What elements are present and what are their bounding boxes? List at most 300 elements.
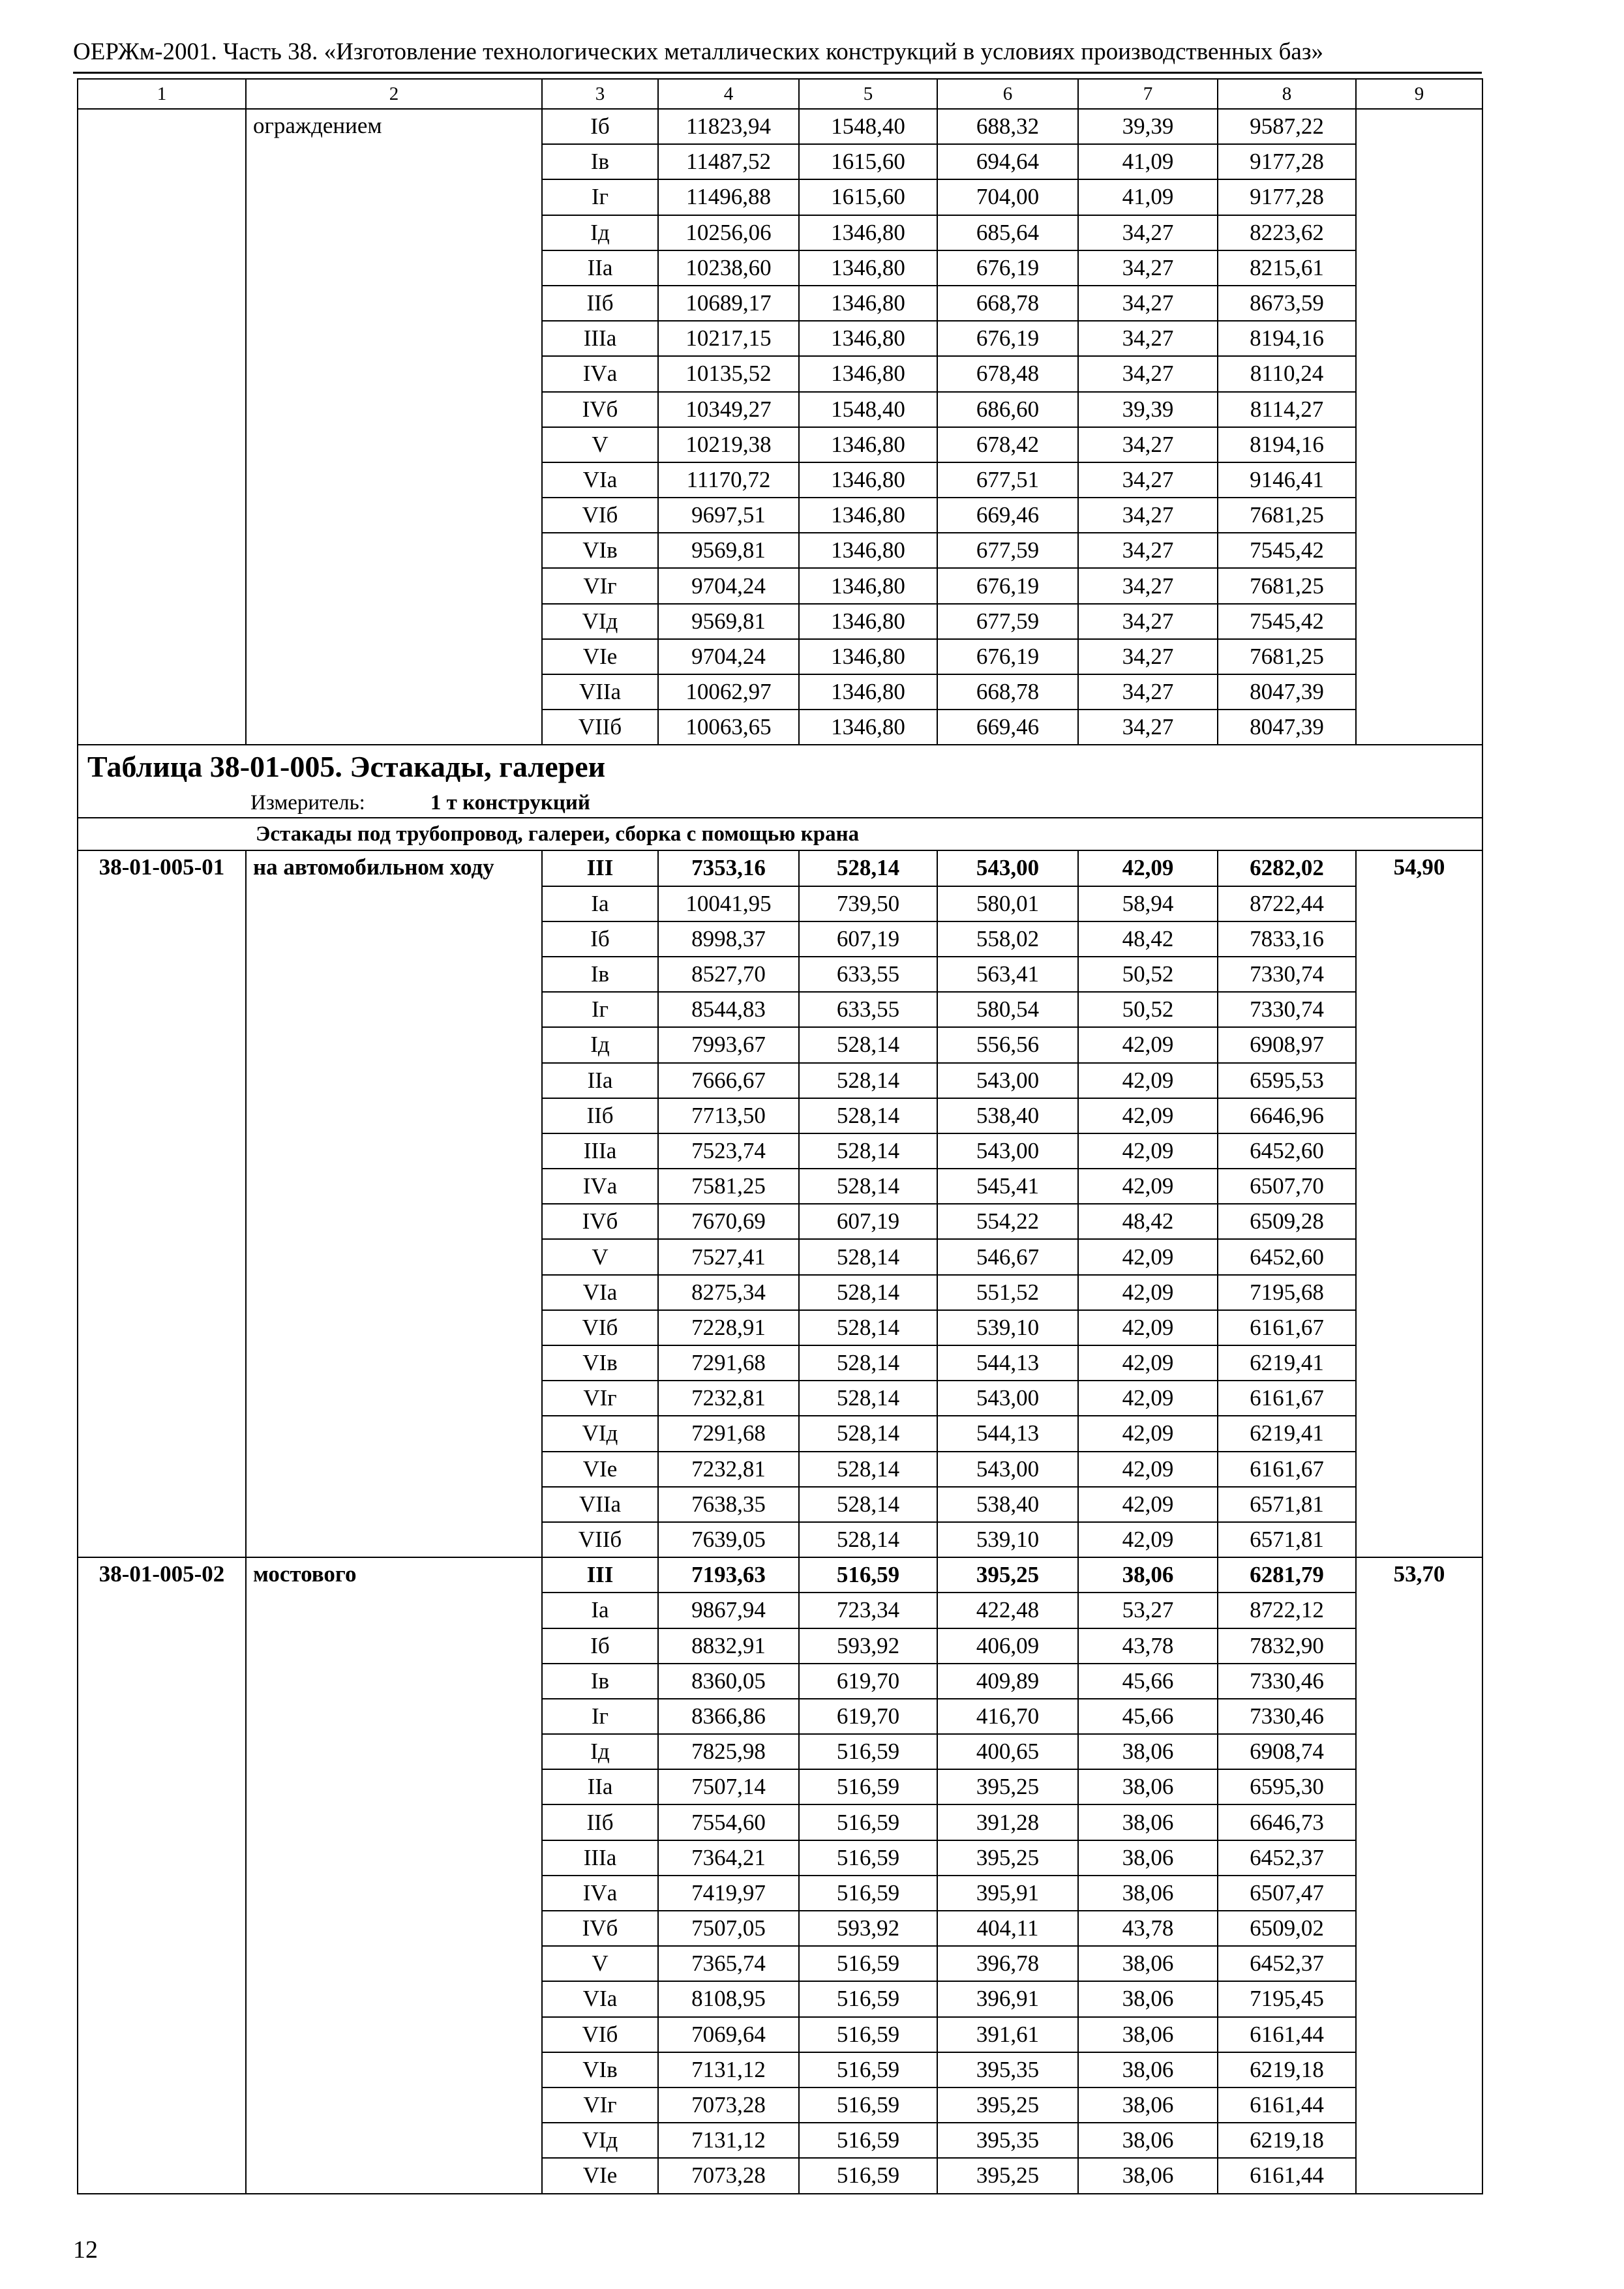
value-cell: 396,91 [937,1981,1078,2016]
value-cell: 6219,18 [1218,2123,1356,2158]
value-cell: 7364,21 [658,1840,799,1876]
value-cell: 10689,17 [658,286,799,321]
value-cell: 38,06 [1078,2158,1218,2193]
value-cell: 42,09 [1078,1522,1218,1557]
value-cell: 9587,22 [1218,109,1356,144]
value-cell: 528,14 [799,1133,937,1169]
value-cell: 6908,74 [1218,1734,1356,1769]
value-cell: 1346,80 [799,533,937,568]
value-cell: 8114,27 [1218,392,1356,427]
value-cell: 34,27 [1078,604,1218,639]
value-cell: 7073,28 [658,2158,799,2193]
value-cell: 42,09 [1078,1381,1218,1416]
value-cell: 1346,80 [799,321,937,356]
table-row [78,109,1482,144]
value-cell: 1346,80 [799,427,937,462]
unit-value: 1 т конструкций [430,791,590,815]
value-cell: 607,19 [799,921,937,957]
zone-cell: VIб [542,1310,658,1345]
value-cell: 38,06 [1078,2052,1218,2087]
zone-cell: VIа [542,1275,658,1310]
value-cell: 6507,47 [1218,1876,1356,1911]
zone-cell: IVб [542,392,658,427]
value-cell: 516,59 [799,2017,937,2052]
item-description-cell: на автомобильном ходу [246,850,542,1557]
value-cell: 395,35 [937,2052,1078,2087]
value-cell: 10041,95 [658,886,799,921]
value-cell: 8110,24 [1218,356,1356,391]
value-cell: 10219,38 [658,427,799,462]
value-cell: 7507,14 [658,1769,799,1804]
zone-cell: Iв [542,1664,658,1699]
table-row [78,850,1482,886]
value-cell: 7232,81 [658,1381,799,1416]
value-cell: 516,59 [799,1804,937,1840]
column-number: 9 [1356,79,1482,109]
value-cell: 38,06 [1078,1804,1218,1840]
value-cell: 7419,97 [658,1876,799,1911]
value-cell: 58,94 [1078,886,1218,921]
zone-cell: Iа [542,1593,658,1628]
value-cell: 677,59 [937,533,1078,568]
value-cell: 409,89 [937,1664,1078,1699]
value-cell: 6282,02 [1218,850,1356,886]
value-cell: 42,09 [1078,1487,1218,1522]
value-cell: 8047,39 [1218,674,1356,710]
value-cell: 8998,37 [658,921,799,957]
value-cell: 676,19 [937,321,1078,356]
value-cell: 9697,51 [658,498,799,533]
value-cell: 544,13 [937,1345,1078,1381]
value-cell: 43,78 [1078,1911,1218,1946]
value-cell: 538,40 [937,1487,1078,1522]
value-cell: 6571,81 [1218,1487,1356,1522]
value-cell: 34,27 [1078,427,1218,462]
value-cell: 543,00 [937,1381,1078,1416]
value-cell: 516,59 [799,1769,937,1804]
value-cell: 10349,27 [658,392,799,427]
value-cell: 9569,81 [658,533,799,568]
zone-cell: IIб [542,1098,658,1133]
table-row [78,1557,1482,1593]
value-cell: 516,59 [799,2052,937,2087]
value-cell: 528,14 [799,1169,937,1204]
value-cell: 41,09 [1078,179,1218,215]
value-cell: 1346,80 [799,462,937,498]
value-cell: 396,78 [937,1946,1078,1981]
value-cell: 50,52 [1078,957,1218,992]
value-cell: 48,42 [1078,921,1218,957]
value-cell: 6161,67 [1218,1381,1356,1416]
value-cell: 676,19 [937,250,1078,286]
value-cell: 6509,02 [1218,1911,1356,1946]
value-cell: 43,78 [1078,1628,1218,1664]
value-cell: 10062,97 [658,674,799,710]
value-cell: 516,59 [799,1946,937,1981]
value-cell: 42,09 [1078,1239,1218,1274]
value-cell: 42,09 [1078,1098,1218,1133]
value-cell: 556,56 [937,1027,1078,1062]
value-cell: 6507,70 [1218,1169,1356,1204]
zone-cell: VIд [542,604,658,639]
value-cell: 7353,16 [658,850,799,886]
column-number: 8 [1218,79,1356,109]
value-cell: 395,25 [937,2087,1078,2123]
value-cell: 1346,80 [799,498,937,533]
value-cell: 6908,97 [1218,1027,1356,1062]
value-cell: 678,48 [937,356,1078,391]
value-cell: 668,78 [937,286,1078,321]
value-cell: 528,14 [799,850,937,886]
value-cell: 528,14 [799,1310,937,1345]
value-cell: 8673,59 [1218,286,1356,321]
value-cell: 7681,25 [1218,568,1356,603]
value-cell: 676,19 [937,568,1078,603]
zone-cell: VIа [542,1981,658,2016]
value-cell: 7330,46 [1218,1664,1356,1699]
zone-cell: V [542,1946,658,1981]
value-cell: 7365,74 [658,1946,799,1981]
zone-cell: VIIб [542,1522,658,1557]
value-cell: 633,55 [799,992,937,1027]
value-cell: 1615,60 [799,179,937,215]
value-cell: 580,01 [937,886,1078,921]
value-cell: 516,59 [799,2123,937,2158]
zone-cell: VIб [542,498,658,533]
value-cell: 7193,63 [658,1557,799,1593]
value-cell: 7507,05 [658,1911,799,1946]
value-cell: 6595,53 [1218,1063,1356,1098]
value-cell: 8223,62 [1218,215,1356,250]
value-cell: 39,39 [1078,392,1218,427]
value-cell: 580,54 [937,992,1078,1027]
value-cell: 7069,64 [658,2017,799,2052]
value-cell: 42,09 [1078,1416,1218,1451]
value-cell: 543,00 [937,1452,1078,1487]
value-cell: 9704,24 [658,639,799,674]
zone-cell: VIг [542,2087,658,2123]
item-code-cell [78,109,246,745]
zone-cell: IIIа [542,1840,658,1876]
value-cell: 7832,90 [1218,1628,1356,1664]
value-cell: 6219,18 [1218,2052,1356,2087]
value-cell: 48,42 [1078,1204,1218,1239]
price-table [77,78,1483,2194]
value-cell: 38,06 [1078,1981,1218,2016]
value-cell: 7228,91 [658,1310,799,1345]
value-cell: 6452,37 [1218,1840,1356,1876]
zone-cell: VIг [542,568,658,603]
value-cell: 416,70 [937,1699,1078,1734]
value-cell: 593,92 [799,1628,937,1664]
value-cell: 6509,28 [1218,1204,1356,1239]
value-cell: 395,25 [937,2158,1078,2193]
value-cell: 7638,35 [658,1487,799,1522]
column9-cell: 54,90 [1356,850,1482,1557]
item-code-cell: 38-01-005-01 [78,850,246,1557]
value-cell: 539,10 [937,1522,1078,1557]
value-cell: 6571,81 [1218,1522,1356,1557]
value-cell: 395,25 [937,1840,1078,1876]
value-cell: 7681,25 [1218,639,1356,674]
value-cell: 34,27 [1078,674,1218,710]
value-cell: 34,27 [1078,286,1218,321]
value-cell: 528,14 [799,1098,937,1133]
value-cell: 739,50 [799,886,937,921]
value-cell: 7833,16 [1218,921,1356,957]
value-cell: 42,09 [1078,850,1218,886]
value-cell: 528,14 [799,1063,937,1098]
value-cell: 7131,12 [658,2052,799,2087]
value-cell: 38,06 [1078,1840,1218,1876]
value-cell: 1346,80 [799,568,937,603]
value-cell: 516,59 [799,1876,937,1911]
value-cell: 6646,96 [1218,1098,1356,1133]
value-cell: 404,11 [937,1911,1078,1946]
zone-cell: VIIа [542,674,658,710]
value-cell: 7291,68 [658,1416,799,1451]
value-cell: 400,65 [937,1734,1078,1769]
zone-cell: Iд [542,215,658,250]
value-cell: 7554,60 [658,1804,799,1840]
value-cell: 528,14 [799,1275,937,1310]
value-cell: 8722,44 [1218,886,1356,921]
value-cell: 395,35 [937,2123,1078,2158]
zone-cell: IIа [542,250,658,286]
zone-cell: III [542,1557,658,1593]
value-cell: 686,60 [937,392,1078,427]
header-rule [73,72,1482,74]
value-cell: 1548,40 [799,109,937,144]
value-cell: 34,27 [1078,568,1218,603]
zone-cell: IVб [542,1911,658,1946]
value-cell: 7195,68 [1218,1275,1356,1310]
value-cell: 7330,46 [1218,1699,1356,1734]
value-cell: 406,09 [937,1628,1078,1664]
value-cell: 7523,74 [658,1133,799,1169]
value-cell: 7993,67 [658,1027,799,1062]
value-cell: 8527,70 [658,957,799,992]
zone-cell: VIе [542,639,658,674]
value-cell: 1615,60 [799,144,937,179]
value-cell: 688,32 [937,109,1078,144]
value-cell: 7232,81 [658,1452,799,1487]
value-cell: 619,70 [799,1664,937,1699]
zone-cell: Iг [542,179,658,215]
value-cell: 7639,05 [658,1522,799,1557]
value-cell: 1346,80 [799,286,937,321]
value-cell: 6452,60 [1218,1239,1356,1274]
zone-cell: IVб [542,1204,658,1239]
value-cell: 6161,44 [1218,2158,1356,2193]
value-cell: 395,25 [937,1769,1078,1804]
value-cell: 558,02 [937,921,1078,957]
value-cell: 528,14 [799,1416,937,1451]
value-cell: 543,00 [937,850,1078,886]
value-cell: 528,14 [799,1239,937,1274]
value-cell: 7330,74 [1218,957,1356,992]
column-number: 6 [937,79,1078,109]
value-cell: 8194,16 [1218,321,1356,356]
value-cell: 34,27 [1078,356,1218,391]
value-cell: 516,59 [799,1734,937,1769]
value-cell: 669,46 [937,498,1078,533]
value-cell: 633,55 [799,957,937,992]
value-cell: 42,09 [1078,1027,1218,1062]
zone-cell: V [542,1239,658,1274]
unit-cell [78,788,1482,818]
zone-cell: VIд [542,1416,658,1451]
value-cell: 546,67 [937,1239,1078,1274]
value-cell: 42,09 [1078,1063,1218,1098]
value-cell: 528,14 [799,1522,937,1557]
value-cell: 516,59 [799,2158,937,2193]
column-number: 2 [246,79,542,109]
unit-row [78,788,1482,818]
value-cell: 8194,16 [1218,427,1356,462]
value-cell: 8360,05 [658,1664,799,1699]
value-cell: 8108,95 [658,1981,799,2016]
value-cell: 528,14 [799,1027,937,1062]
value-cell: 7681,25 [1218,498,1356,533]
zone-cell: VIв [542,533,658,568]
zone-cell: III [542,850,658,886]
value-cell: 1346,80 [799,250,937,286]
value-cell: 6281,79 [1218,1557,1356,1593]
value-cell: 38,06 [1078,1946,1218,1981]
zone-cell: VIг [542,1381,658,1416]
value-cell: 42,09 [1078,1310,1218,1345]
value-cell: 422,48 [937,1593,1078,1628]
value-cell: 395,91 [937,1876,1078,1911]
value-cell: 1346,80 [799,710,937,745]
value-cell: 1346,80 [799,215,937,250]
value-cell: 45,66 [1078,1664,1218,1699]
value-cell: 7195,45 [1218,1981,1356,2016]
value-cell: 677,59 [937,604,1078,639]
zone-cell: Iб [542,1628,658,1664]
value-cell: 1346,80 [799,674,937,710]
value-cell: 11170,72 [658,462,799,498]
value-cell: 8215,61 [1218,250,1356,286]
zone-cell: IIб [542,286,658,321]
value-cell: 676,19 [937,639,1078,674]
value-cell: 7291,68 [658,1345,799,1381]
table-title: Таблица 38-01-005. Эстакады, галереи [78,745,1482,788]
value-cell: 10135,52 [658,356,799,391]
value-cell: 1346,80 [799,639,937,674]
column-number: 1 [78,79,246,109]
zone-cell: IIб [542,1804,658,1840]
value-cell: 7713,50 [658,1098,799,1133]
value-cell: 9177,28 [1218,179,1356,215]
value-cell: 528,14 [799,1487,937,1522]
zone-cell: VIа [542,462,658,498]
value-cell: 9177,28 [1218,144,1356,179]
unit-label: Измеритель: [250,791,365,815]
value-cell: 694,64 [937,144,1078,179]
value-cell: 8832,91 [658,1628,799,1664]
value-cell: 38,06 [1078,2123,1218,2158]
item-description-cell: ограждением [246,109,542,745]
zone-cell: Iб [542,921,658,957]
value-cell: 6161,67 [1218,1310,1356,1345]
value-cell: 539,10 [937,1310,1078,1345]
value-cell: 42,09 [1078,1169,1218,1204]
section-title: Эстакады под трубопровод, галереи, сборка с помощью крана [78,818,1482,850]
column-number: 4 [658,79,799,109]
value-cell: 8366,86 [658,1699,799,1734]
value-cell: 10217,15 [658,321,799,356]
value-cell: 50,52 [1078,992,1218,1027]
value-cell: 723,34 [799,1593,937,1628]
zone-cell: VIд [542,2123,658,2158]
value-cell: 38,06 [1078,1769,1218,1804]
zone-cell: Iв [542,957,658,992]
value-cell: 34,27 [1078,462,1218,498]
value-cell: 516,59 [799,1557,937,1593]
value-cell: 7330,74 [1218,992,1356,1027]
value-cell: 395,25 [937,1557,1078,1593]
zone-cell: IIIа [542,1133,658,1169]
value-cell: 42,09 [1078,1452,1218,1487]
table-title-row [78,745,1482,788]
zone-cell: VIе [542,2158,658,2193]
value-cell: 10256,06 [658,215,799,250]
value-cell: 38,06 [1078,1734,1218,1769]
value-cell: 34,27 [1078,215,1218,250]
value-cell: 6161,44 [1218,2017,1356,2052]
value-cell: 42,09 [1078,1345,1218,1381]
value-cell: 543,00 [937,1133,1078,1169]
value-cell: 607,19 [799,1204,937,1239]
value-cell: 8047,39 [1218,710,1356,745]
value-cell: 6161,44 [1218,2087,1356,2123]
value-cell: 538,40 [937,1098,1078,1133]
value-cell: 8275,34 [658,1275,799,1310]
value-cell: 38,06 [1078,2017,1218,2052]
zone-cell: Iв [542,144,658,179]
value-cell: 11496,88 [658,179,799,215]
value-cell: 45,66 [1078,1699,1218,1734]
zone-cell: VIе [542,1452,658,1487]
value-cell: 545,41 [937,1169,1078,1204]
zone-cell: IIа [542,1769,658,1804]
value-cell: 7825,98 [658,1734,799,1769]
value-cell: 544,13 [937,1416,1078,1451]
value-cell: 678,42 [937,427,1078,462]
value-cell: 7666,67 [658,1063,799,1098]
value-cell: 7581,25 [658,1169,799,1204]
value-cell: 9146,41 [1218,462,1356,498]
value-cell: 11823,94 [658,109,799,144]
value-cell: 8544,83 [658,992,799,1027]
value-cell: 7670,69 [658,1204,799,1239]
value-cell: 1548,40 [799,392,937,427]
value-cell: 6219,41 [1218,1345,1356,1381]
value-cell: 34,27 [1078,321,1218,356]
value-cell: 7073,28 [658,2087,799,2123]
value-cell: 677,51 [937,462,1078,498]
value-cell: 391,28 [937,1804,1078,1840]
zone-cell: Iг [542,1699,658,1734]
value-cell: 9704,24 [658,568,799,603]
item-code-cell: 38-01-005-02 [78,1557,246,2193]
item-description-cell: мостового [246,1557,542,2193]
value-cell: 42,09 [1078,1275,1218,1310]
value-cell: 516,59 [799,2087,937,2123]
page-number: 12 [73,2236,98,2264]
